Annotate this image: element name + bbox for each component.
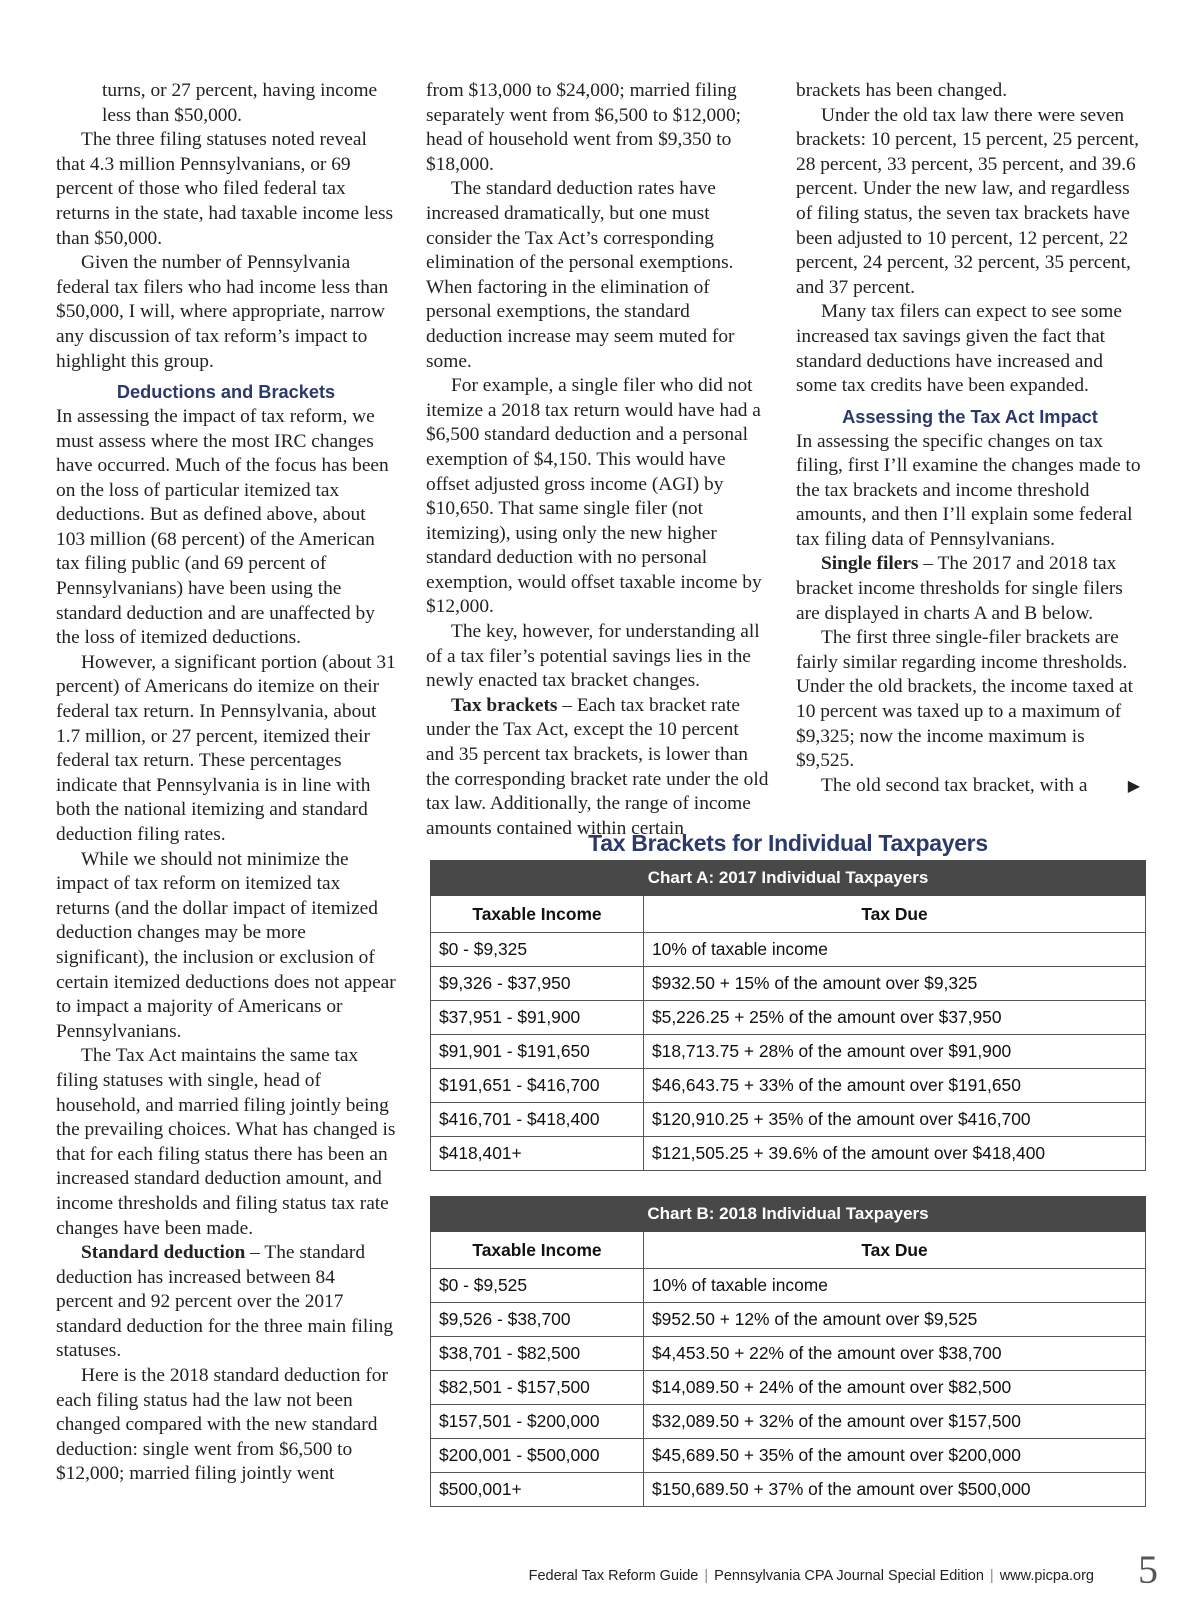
income-cell: $91,901 - $191,650 — [431, 1035, 644, 1069]
paragraph — [796, 552, 1144, 626]
paragraph: In assessing the specific changes on tax filing, first I’ll examine the changes made to the tax brackets and income threshold amounts, and then I’ll explain some federal tax filing data of Pennsylvanians. — [796, 430, 1141, 550]
tables-title: Tax Brackets for Individual Taxpayers — [588, 830, 988, 856]
chart-b-title: Chart B: 2018 Individual Taxpayers — [431, 1197, 1146, 1232]
income-cell: $0 - $9,325 — [431, 933, 644, 967]
tax-cell: $4,453.50 + 22% of the amount over $38,700 — [644, 1337, 1146, 1371]
paragraph: The standard deduction rates have increased dramatically, but one must consider the Tax Act’s corresponding elimination of the personal exemptions. When factoring in the elimination of personal exemptions, the standard deduction increase may seem muted for some. — [426, 178, 735, 372]
table-row — [431, 1137, 1146, 1171]
table-row — [431, 1439, 1146, 1473]
continue-arrow-icon: ▶ — [1127, 775, 1140, 795]
income-cell: $9,326 - $37,950 — [431, 967, 644, 1001]
paragraph: brackets has been changed. — [796, 80, 1008, 101]
tax-cell: $932.50 + 15% of the amount over $9,325 — [644, 967, 1146, 1001]
paragraph — [796, 774, 1144, 799]
paragraph: The three filing statuses noted reveal that 4.3 million Pennsylvanians, or 69 percent of those who filed federal tax returns in the state, had taxable income less than $50,000. — [56, 129, 394, 249]
run-in-heading: Standard deduction — [81, 1242, 246, 1264]
paragraph — [426, 694, 770, 842]
footer-journal-title: Pennsylvania CPA Journal Special Edition — [714, 1568, 984, 1584]
paragraph: turns, or 27 percent, having income less than $50,000. — [102, 80, 378, 126]
chart-a-title: Chart A: 2017 Individual Taxpayers — [431, 861, 1146, 896]
income-cell: $9,526 - $38,700 — [431, 1303, 644, 1337]
income-cell: $418,401+ — [431, 1137, 644, 1171]
table-row — [431, 1103, 1146, 1137]
table-row — [431, 1405, 1146, 1439]
text-column-2 — [426, 79, 770, 841]
paragraph: For example, a single filer who did not itemize a 2018 tax return would have had a $6,500 standard deduction and a personal exemption of $4,150. This would have offset adjusted gross income (AGI) by $10,650. That same single filer (not itemizing), using only the new higher standard deduction with no personal exemption, would offset taxable income by $12,000. — [426, 375, 762, 618]
income-cell: $500,001+ — [431, 1473, 644, 1507]
table-row — [431, 1303, 1146, 1337]
paragraph: Here is the 2018 standard deduction for each filing status had the law not been changed compared with the new standard deduction: single went from $6,500 to $12,000; married filing jointly went — [56, 1365, 388, 1485]
income-cell: $38,701 - $82,500 — [431, 1337, 644, 1371]
tax-cell: $121,505.25 + 39.6% of the amount over $418,400 — [644, 1137, 1146, 1171]
paragraph: The first three single-filer brackets are fairly similar regarding income thresholds. Under the old brackets, the income taxed at 10 percent was taxed up to a maximum of $9,325; now the income maximum is $9,525. — [796, 627, 1134, 772]
paragraph-text: – Each tax bracket rate under the Tax Act, except the 10 percent and 35 percent tax brackets, is lower than the corresponding bracket rate under the old tax law. Additionally, the range of income amounts contained within certain — [426, 694, 769, 839]
paragraph: While we should not minimize the impact of tax reform on itemized tax returns (and the dollar impact of itemized deduction changes may be more significant), the inclusion or exclusion of certain itemized deductions does not appear to impact a majority of Americans or Pennsylvanians. — [56, 848, 396, 1042]
section-heading-deductions: Deductions and Brackets — [116, 382, 336, 403]
text-column-3 — [796, 79, 1144, 798]
section-heading-assessing: Assessing the Tax Act Impact — [842, 406, 1098, 427]
income-cell: $191,651 - $416,700 — [431, 1069, 644, 1103]
text-column-1 — [56, 79, 396, 1487]
table-row — [431, 1001, 1146, 1035]
chart-b-table — [430, 1196, 1146, 1507]
paragraph: from $13,000 to $24,000; married filing separately went from $6,500 to $12,000; head of household went from $9,350 to $18,000. — [426, 80, 742, 175]
tax-cell: $120,910.25 + 35% of the amount over $416,700 — [644, 1103, 1146, 1137]
tax-cell: $952.50 + 12% of the amount over $9,525 — [644, 1303, 1146, 1337]
footer-separator: | — [989, 1568, 994, 1584]
table-row — [431, 1035, 1146, 1069]
page-footer — [0, 1568, 1094, 1584]
paragraph-text: – The standard deduction has increased between 84 percent and 92 percent over the 2017 standard deduction for the three main filing statuses. — [56, 1242, 394, 1362]
column-header-taxable-income: Taxable Income — [431, 1232, 644, 1269]
tax-cell: 10% of taxable income — [644, 933, 1146, 967]
table-row — [431, 967, 1146, 1001]
paragraph: However, a significant portion (about 31 percent) of Americans do itemize on their federal tax return. In Pennsylvania, about 1.7 million, or 27 percent, itemized their federal tax return. These percentages indicate that Pennsylvania is in line with both the national itemizing and standard deduction filing rates. — [56, 651, 396, 846]
tax-cell: $18,713.75 + 28% of the amount over $91,900 — [644, 1035, 1146, 1069]
tax-cell: $32,089.50 + 32% of the amount over $157,500 — [644, 1405, 1146, 1439]
paragraph: In assessing the impact of tax reform, we must assess where the most IRC changes have occurred. Much of the focus has been on the loss of particular itemized tax deductions. But as defined above, about 103 million (68 percent) of the American tax filing public (and 69 percent of Pennsylvanians) have been using the standard deduction and are unaffected by the loss of itemized deductions. — [56, 405, 389, 649]
column-header-tax-due: Tax Due — [644, 896, 1146, 933]
footer-website: www.picpa.org — [999, 1568, 1094, 1584]
table-row — [431, 1473, 1146, 1507]
tax-cell: $5,226.25 + 25% of the amount over $37,950 — [644, 1001, 1146, 1035]
column-header-tax-due: Tax Due — [644, 1232, 1146, 1269]
paragraph: Given the number of Pennsylvania federal tax filers who had income less than $50,000, I will, where appropriate, narrow any discussion of tax reform’s impact to highlight this group. — [56, 252, 389, 372]
run-in-heading: Tax brackets — [451, 694, 558, 716]
chart-a-table — [430, 860, 1146, 1171]
tax-cell: $45,689.50 + 35% of the amount over $200,000 — [644, 1439, 1146, 1473]
footer-separator: | — [704, 1568, 709, 1584]
paragraph-text: – The 2017 and 2018 tax bracket income thresholds for single filers are displayed in charts A and B below. — [796, 553, 1123, 624]
column-header-taxable-income: Taxable Income — [431, 896, 644, 933]
paragraph: The key, however, for understanding all of a tax filer’s potential savings lies in the newly enacted tax bracket changes. — [426, 621, 760, 692]
table-row — [431, 1371, 1146, 1405]
income-cell: $82,501 - $157,500 — [431, 1371, 644, 1405]
table-row — [431, 1269, 1146, 1303]
table-row — [431, 933, 1146, 967]
table-row — [431, 1337, 1146, 1371]
tax-cell: $14,089.50 + 24% of the amount over $82,500 — [644, 1371, 1146, 1405]
income-cell: $157,501 - $200,000 — [431, 1405, 644, 1439]
paragraph: The Tax Act maintains the same tax filing statuses with single, head of household, and married filing jointly being the prevailing choices. What has changed is that for each filing status there has been an increased standard deduction amount, and income thresholds and filing status tax rate changes have been made. — [56, 1045, 396, 1239]
footer-guide-title: Federal Tax Reform Guide — [528, 1568, 699, 1584]
paragraph-text: The old second tax bracket, with a — [821, 774, 1088, 796]
page-number: 5 — [1138, 1547, 1158, 1592]
run-in-heading: Single filers — [821, 553, 919, 575]
tax-cell: 10% of taxable income — [644, 1269, 1146, 1303]
income-cell: $200,001 - $500,000 — [431, 1439, 644, 1473]
income-cell: $416,701 - $418,400 — [431, 1103, 644, 1137]
table-row — [431, 1069, 1146, 1103]
income-cell: $0 - $9,525 — [431, 1269, 644, 1303]
tax-cell: $46,643.75 + 33% of the amount over $191,650 — [644, 1069, 1146, 1103]
paragraph: Many tax filers can expect to see some increased tax savings given the fact that standard deductions have increased and some tax credits have been expanded. — [796, 301, 1122, 397]
tax-cell: $150,689.50 + 37% of the amount over $500,000 — [644, 1473, 1146, 1507]
income-cell: $37,951 - $91,900 — [431, 1001, 644, 1035]
paragraph: Under the old tax law there were seven brackets: 10 percent, 15 percent, 25 percent, 28 percent, 33 percent, 35 percent, and 39.6 percent. Under the new law, and regardless of filing status, the seven tax brackets have been adjusted to 10 percent, 12 percent, 22 percent, 24 percent, 32 percent, 35 percent, and 37 percent. — [796, 104, 1139, 298]
paragraph — [56, 1241, 396, 1364]
